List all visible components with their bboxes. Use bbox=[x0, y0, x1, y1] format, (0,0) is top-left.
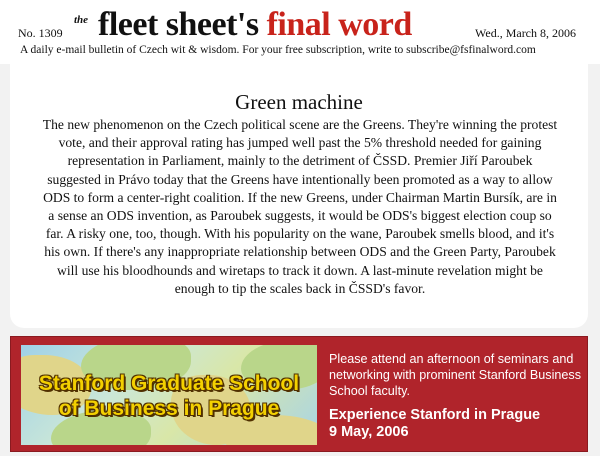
ad-school-line1: Stanford Graduate School bbox=[38, 372, 300, 395]
stanford-ad-banner[interactable] bbox=[10, 336, 588, 452]
ad-invite-text: Please attend an afternoon of seminars and networking with prominent Stanford Business School faculty. bbox=[329, 352, 582, 398]
masthead-the: the bbox=[74, 14, 89, 26]
tagline: A daily e-mail bulletin of Czech wit & wisdom. For your free subscription, write to subscribe@fsfinalword.com bbox=[20, 44, 536, 56]
masthead-title-final-word: final word bbox=[266, 6, 412, 43]
ad-cta bbox=[329, 407, 581, 441]
world-map-image bbox=[21, 345, 317, 445]
ad-cta-line2: 9 May, 2006 bbox=[329, 424, 409, 440]
ad-school-name bbox=[33, 371, 305, 421]
issue-number: No. 1309 bbox=[18, 26, 63, 40]
masthead-title-fleet-sheet: fleet sheet's bbox=[98, 6, 259, 43]
issue-date: Wed., March 8, 2006 bbox=[475, 26, 577, 40]
ad-text-block bbox=[329, 351, 581, 441]
ad-school-line2: of Business in Prague bbox=[58, 397, 280, 420]
article-card bbox=[10, 64, 588, 328]
article-body: The new phenomenon on the Czech political scene are the Greens. They're winning the protest vote, and their approval rating has jumped well past the 5% threshold needed for gaining representation in Parliament, mainly to the detriment of ČSSD. Premier Jiří Paroubek suggested in Právo today that the Greens have intentionally been promoted as a way to allow ODS to form a center-right coalition. If the new Greens, under Chairman Martin Bursík, are in a sense an ODS invention, as Paroubek suggests, it would be ODS's biggest election coup so far. A risky one, too, though. With his popularity on the wane, Paroubek smells blood, and it's his own. If there's any inappropriate relationship between ODS and the Green Party, Paroubek will use his bloodhounds and wiretaps to track it down. A last-minute revelation might be enough to tip the scales back in ČSSD's favor. bbox=[42, 117, 558, 296]
masthead-title bbox=[98, 6, 412, 44]
masthead-header bbox=[0, 0, 600, 64]
ad-cta-line1: Experience Stanford in Prague bbox=[329, 407, 541, 423]
article-headline: Green machine bbox=[235, 90, 363, 115]
